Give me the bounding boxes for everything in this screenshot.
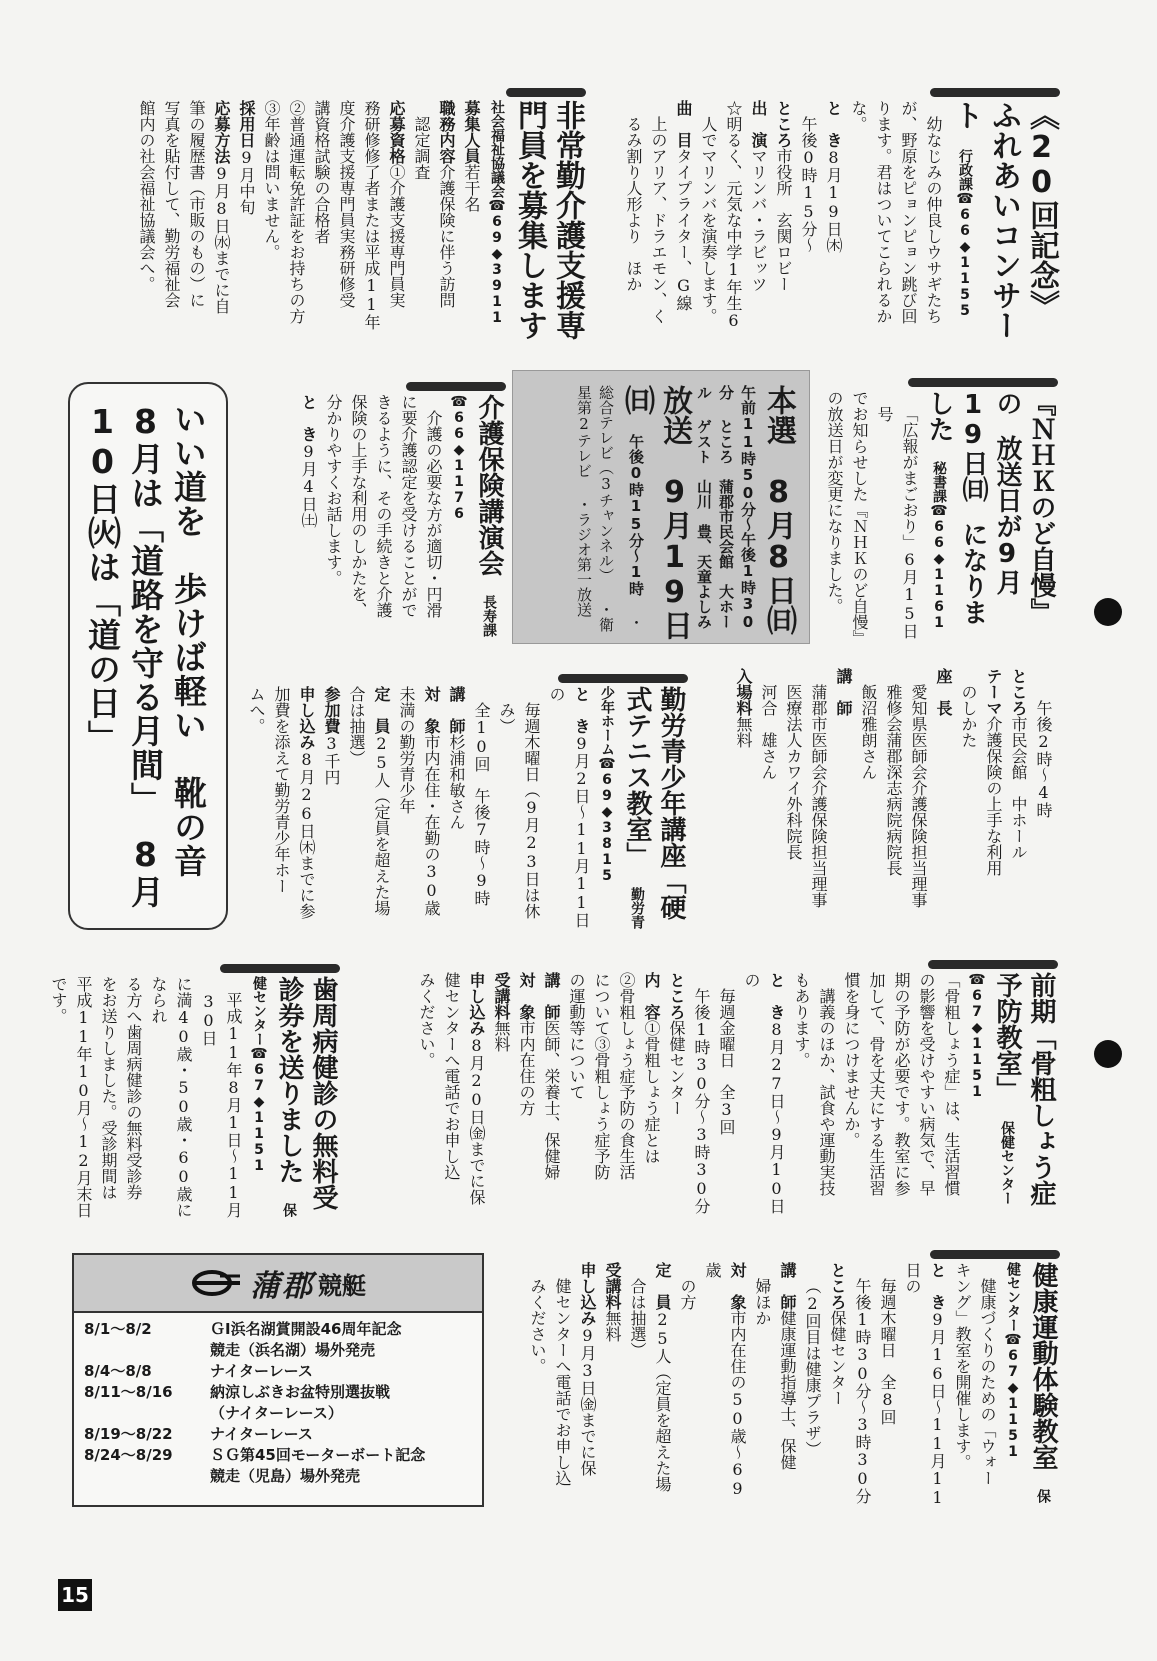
- recruit-item: 認定調査: [412, 116, 431, 180]
- road-line-1: いい道を 歩けば軽い 靴の音: [169, 402, 208, 878]
- section-bar: [506, 88, 586, 97]
- recruit-item: 採用日9月中旬: [237, 100, 256, 215]
- nhk-schedule-box: [512, 370, 810, 644]
- recruit-item: 写真を貼付して、勤労福祉会: [162, 100, 181, 308]
- boat-sub: 競艇: [318, 1270, 366, 1300]
- nhk-title-2: 放送日が9月19日㈰: [958, 390, 1022, 595]
- care-recruit-title: 非常勤介護支援専門員を募集します: [512, 100, 585, 340]
- punch-hole: [1094, 598, 1122, 626]
- recruit-item: 応募方法9月8日㈬までに自: [212, 100, 231, 314]
- nhk-radio: ・ラジオ第一放送: [575, 497, 593, 617]
- section-bar: [220, 964, 340, 973]
- schedule-row: 競走（浜名湖）場外発売: [210, 1341, 376, 1359]
- section-bar: [930, 1250, 1060, 1259]
- article-nhk: [812, 378, 1058, 646]
- dental-title: 歯周病健診の無料受診券を送りました: [274, 976, 338, 1210]
- tennis-contact: 勤労青少年ホーム☎69◆3815: [599, 686, 645, 929]
- recruit-item: ③年齢は問いません。: [262, 100, 281, 260]
- lecture-line: 保険の上手な利用のしかたを、: [349, 394, 368, 618]
- schedule-row: 8/4～8/8 ナイターレース: [84, 1362, 313, 1380]
- section-bar: [908, 378, 1058, 387]
- lecture-line: 分かりやすくお話します。: [324, 394, 343, 586]
- article-care-lecture: [228, 382, 506, 644]
- tennis-title: 勤労青少年講座「硬式テニス教室」: [622, 686, 686, 920]
- boat-name: 蒲郡: [250, 1269, 314, 1304]
- nhk-title-3: になりました: [924, 390, 988, 625]
- article-exercise: 健康運動体験教室 保健センター☎67◆1151 健康づくりのための「ウォー キング」教室を開催します。 と き9月16日～11月11日の 毎週木曜日 全8回 午後1時30分～3時30分 ところ保健センター （2回目は健康プラザ） 講 師健康運動指導士、保健 婦ほか 対 象市内在住の50歳～69歳 の方 定 員25人（定員を超えた場 合は抽選） 受講料無料 申し込み9月3日㈮までに保 健センターへ電話でお申し込 みください。: [488, 1250, 1060, 1512]
- lecture-line: きるように、その手続きと介護: [374, 394, 393, 618]
- section-bar: [558, 674, 688, 683]
- concert-line: ります。君はついてこられるかな。: [849, 100, 893, 324]
- recruit-item: 度介護支援専門員実務研修受: [337, 100, 356, 308]
- punch-hole: [1094, 1040, 1122, 1068]
- schedule-row: 8/11～8/16 納涼しぶきお盆特別選抜戦: [84, 1383, 391, 1401]
- concert-item: ところ市役所 玄関ロビー: [774, 100, 793, 292]
- boat-schedule-box: [72, 1253, 484, 1507]
- recruit-item: 講資格試験の合格者: [312, 100, 331, 244]
- nhk-contact: 秘書課☎66◆1161: [931, 461, 947, 631]
- article-dental: 歯周病健診の無料受診券を送りました 保健センター☎67◆1151 平成11年8月1日～11月30日 に満40歳・50歳・60歳になられ る方へ歯周病健診の無料受診券 をお送りしました。受診期間は 平成11年10月～12月末日です。: [68, 964, 340, 1226]
- schedule-row: 8/19～8/22 ナイターレース: [84, 1425, 313, 1443]
- concert-contact: 行政課☎66◆1155: [957, 149, 973, 319]
- lecture-line: に要介護認定を受けることがで: [399, 394, 418, 618]
- nhk-honsen-time: 午前11時50分～午後1時30分: [717, 385, 757, 631]
- bone-contact: 保健センター☎67◆1151: [969, 972, 1015, 1205]
- dental-contact: 保健センター☎67◆1151: [251, 976, 297, 1217]
- nhk-title-1: 『ＮＨＫのど自慢』の: [992, 390, 1056, 624]
- nhk-line: 「広報がまごおり」6月15日号: [875, 406, 919, 639]
- concert-item: 曲 目タイプライター、G線: [674, 100, 693, 311]
- nhk-housou: 放送 9月19日㈰: [619, 385, 692, 640]
- recruit-item: 応募資格①介護支援専門員実: [387, 100, 406, 308]
- page-number: 15: [58, 1579, 92, 1611]
- concert-item: 人でマリンバを演奏します。: [699, 116, 718, 324]
- boat-logo-icon: [190, 1268, 242, 1298]
- bone-title: 前期「骨粗しょう症予防教室」: [992, 972, 1056, 1206]
- lecture-line: 介護の必要な方が適切・円滑: [424, 410, 443, 618]
- section-bar: [930, 88, 1060, 97]
- article-care-lecture-cont: 午後2時～4時 ところ市民会館 中ホール テーマ介護保険の上手な利用 のしかた 座 長 愛知県医師会介護保険担当理事 雅修会蒲郡深志病院病院長 飯沼雅朗さん 講 師 蒲郡市医師会介護保険担当理事 医療法人カワイ外科院長 河合 雄さん 入場料無料: [734, 668, 1053, 908]
- concert-line: が、野原をピョンピョン跳び回: [899, 100, 918, 324]
- recruit-item: 筆の履歴書（市販のもの）に: [187, 100, 206, 308]
- recruit-item: 職務内容介護保険に伴う訪問: [437, 100, 456, 308]
- concert-item: 出 演マリンバ・ラビッツ: [749, 100, 768, 292]
- care-lecture-title: 介護保険講演会: [474, 394, 504, 576]
- care-recruit-contact: 社会福祉協議会☎69◆3911: [489, 100, 505, 326]
- section-bar: [406, 382, 506, 391]
- article-care-recruit: [68, 88, 586, 350]
- care-lecture-contact: 長寿課☎66◆1176: [451, 394, 497, 637]
- concert-item: ☆明るく、元気な中学1年生6: [724, 100, 743, 330]
- road-month-box: [68, 382, 228, 930]
- recruit-item: ②普通運転免許証をお持ちの方: [287, 100, 306, 324]
- nhk-housou-time: 午後0時15分～1時: [627, 434, 645, 596]
- section-bar: [928, 960, 1058, 969]
- concert-item: 午後0時15分～: [799, 116, 818, 253]
- recruit-item: 務研修修了者または平成11年: [362, 100, 381, 330]
- concert-item: るみ割り人形より ほか: [624, 116, 643, 292]
- exercise-contact: 保健センター☎67◆1151: [1005, 1262, 1051, 1503]
- concert-item: 上のアリア、ドラエモン、く: [649, 116, 668, 324]
- schedule-row: 8/24～8/29 ＳＧ第45回モーターボート記念: [84, 1446, 426, 1464]
- article-bone: 前期「骨粗しょう症予防教室」 保健センター☎67◆1151 「骨粗しょう症」は、生活習慣 の影響を受けやすい病気で、早 期の予防が必要です。教室に参 加して、骨を丈夫にする生活習 慣を身につけませんか。 講義のほか、試食や運動実技 もあります。 と き8月27日～9月10日の 毎週金曜日 全3回 午後1時30分～3時30分 ところ保健センター 内 容①骨粗しょう症とは ②骨粗しょう症予防の食生活 について③骨粗しょう症予防 の運動等について 講 師医師、栄養士、保健婦 対 象市内在住の方 受講料無料 申し込み8月20日㈮までに保 健センターへ電話でお申し込 みください。: [488, 960, 1058, 1222]
- article-tennis: 勤労青少年講座「硬式テニス教室」 勤労青少年ホーム☎69◆3815 と き9月2日～11月11日の 毎週木曜日（9月23日は休み） 全10回 午後7時～9時 講 師杉浦和敏さん 対 象市内在住・在勤の30歳 未満の勤労青少年 定 員25人（定員を超えた場 合は抽選） 参加費3千円 申し込み8月26日㈭までに参 加費を添えて勤労青少年ホー ムへ。: [288, 674, 688, 936]
- nhk-guest: ゲスト 山川 豊、天童よしみ: [695, 419, 713, 629]
- schedule-row: （ナイターレース）: [210, 1404, 343, 1422]
- nhk-line: でお知らせした『ＮＨＫのど自慢』: [850, 390, 869, 646]
- road-line-2: 8月は「道路を守る月間」: [126, 402, 165, 816]
- schedule-row: 8/1～8/2 ＧⅠ浜名湖賞開設46周年記念: [84, 1320, 402, 1338]
- nhk-place: ところ 蒲郡市民会館 大ホール: [695, 385, 735, 629]
- concert-line: 幼なじみの仲良しウサギたち: [924, 116, 943, 324]
- nhk-honsen: 本選 8月8日㈰: [761, 385, 796, 635]
- nhk-line: の放送日が変更になりました。: [825, 390, 844, 614]
- nhk-tv1: ・総合テレビ（3チャンネル）: [597, 385, 645, 630]
- recruit-item: 館内の社会福祉協議会へ。: [137, 100, 156, 292]
- concert-title: 《20回記念》ふれあいコンサート: [948, 100, 1059, 340]
- recruit-item: 募集人員若干名: [462, 100, 481, 212]
- concert-item: と き8月19日㈭: [824, 100, 843, 253]
- boat-schedule-list: [74, 1313, 482, 1487]
- schedule-row: 競走（児島）場外発売: [210, 1467, 361, 1485]
- nhk-tv2: ・衛星第2テレビ: [575, 385, 615, 632]
- exercise-title: 健康運動体験教室: [1028, 1262, 1058, 1470]
- lecture-date: と き9月4日㈯: [299, 394, 318, 528]
- boat-header: [74, 1255, 482, 1313]
- article-concert: [624, 88, 1060, 348]
- road-line-3: 8月10日㈫は「道の日」: [83, 402, 165, 909]
